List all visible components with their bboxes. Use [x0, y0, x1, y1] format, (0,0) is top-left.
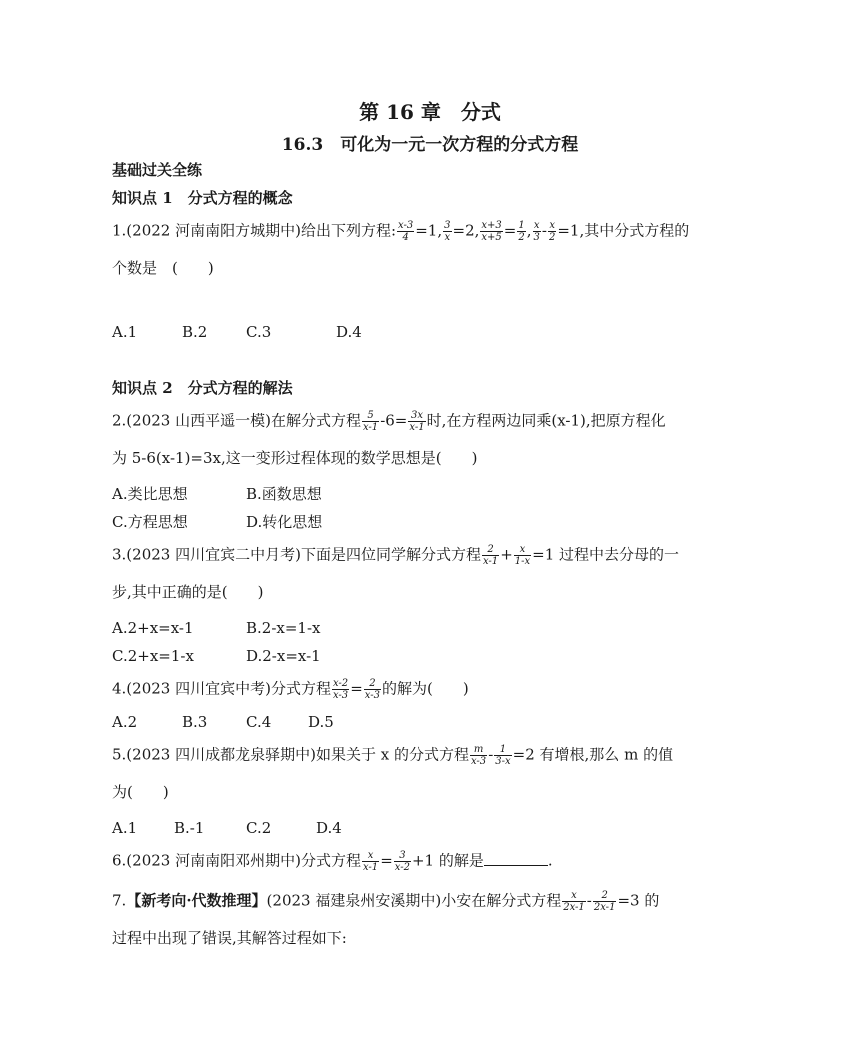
q1-option-c: C.3 — [246, 323, 272, 341]
q2-option-d: D.转化思想 — [246, 513, 323, 531]
fraction: $\frac{3}{x-2}$ — [394, 850, 410, 873]
q2-option-a: A.类比思想 — [112, 485, 188, 503]
question-2-line-1: 2.(2023 山西平遥一模)在解分式方程 $\frac{5}{x-1}$ -6= $\frac{3x}{x-1}$ 时,在方程两边同乘(x-1),把原方程化 — [112, 410, 666, 433]
fraction: $\frac{2}{x-1}$ — [482, 544, 499, 567]
q5-option-c: C.2 — [246, 819, 272, 837]
q3-option-a: A.2+x=x-1 — [112, 619, 194, 637]
q1-option-a: A.1 — [112, 323, 138, 341]
fraction: $\frac{x}{2x-1}$ — [563, 890, 585, 913]
fraction: $\frac{x}{3}$ — [533, 220, 540, 243]
question-7-tag: 【新考向·代数推理】 — [126, 891, 267, 910]
fraction: $\frac{5}{x-1}$ — [362, 410, 379, 433]
q5-option-a: A.1 — [112, 819, 138, 837]
question-5-line-1: 5.(2023 四川成都龙泉驿期中)如果关于 x 的分式方程 $\frac{m}{x-3}$ - $\frac{1}{3-x}$ =2 有增根,那么 m 的值 — [112, 744, 674, 767]
q1-option-b: B.2 — [182, 323, 208, 341]
practice-heading: 基础过关全练 — [112, 161, 203, 179]
fraction: $\frac{1}{2}$ — [518, 220, 525, 243]
fraction: $\frac{3x}{x-1}$ — [409, 410, 425, 433]
question-7-line-1: 7.【新考向·代数推理】(2023 福建泉州安溪期中)小安在解分式方程 $\frac{x}{2x-1}$ - $\frac{2}{2x-1}$ =3 的 — [112, 890, 660, 913]
question-7-line-2: 过程中出现了错误,其解答过程如下: — [112, 929, 347, 947]
fraction: $\frac{x-2}{x-3}$ — [332, 678, 349, 701]
q4-option-d: D.5 — [308, 713, 334, 731]
q3-option-c: C.2+x=1-x — [112, 647, 194, 665]
q3-option-b: B.2-x=1-x — [246, 619, 321, 637]
question-1-line-2: 个数是 ( ) — [112, 259, 214, 277]
question-3-line-1: 3.(2023 四川宜宾二中月考)下面是四位同学解分式方程 $\frac{2}{x-1}$ + $\frac{x}{1-x}$ =1 过程中去分母的一 — [112, 544, 680, 567]
question-1-line-1: 1.(2022 河南南阳方城期中)给出下列方程: $\frac{x-3}{4}$ =1, $\frac{3}{x}$ =2, $\frac{x+3}{x+5}$ = $\frac{1}{2}$ , $\frac{x}{3}$ - $\frac{x}{2}$ =1,其中分式方程的 — [112, 220, 690, 243]
fraction: $\frac{1}{3-x}$ — [495, 744, 511, 767]
fraction: $\frac{x+3}{x+5}$ — [481, 220, 502, 243]
fraction: $\frac{x-3}{4}$ — [398, 220, 414, 243]
fraction: $\frac{x}{1-x}$ — [514, 544, 531, 567]
q1-option-d: D.4 — [336, 323, 362, 341]
q2-option-b: B.函数思想 — [246, 485, 322, 503]
q4-option-c: C.4 — [246, 713, 272, 731]
fraction: $\frac{m}{x-3}$ — [470, 744, 487, 767]
question-3-line-2: 步,其中正确的是( ) — [112, 583, 264, 601]
q3-option-d: D.2-x=x-1 — [246, 647, 321, 665]
question-4-line-1: 4.(2023 四川宜宾中考)分式方程 $\frac{x-2}{x-3}$ = $\frac{2}{x-3}$ 的解为( ) — [112, 678, 469, 701]
chapter-title: 第 16 章 分式 — [359, 100, 501, 124]
knowledge-point-1: 知识点 1 分式方程的概念 — [112, 189, 293, 207]
question-2-line-2: 为 5-6(x-1)=3x,这一变形过程体现的数学思想是( ) — [112, 449, 478, 467]
knowledge-point-2: 知识点 2 分式方程的解法 — [112, 379, 293, 397]
fraction: $\frac{x}{x-1}$ — [362, 850, 379, 873]
q2-option-c: C.方程思想 — [112, 513, 188, 531]
fraction: $\frac{2}{2x-1}$ — [593, 890, 616, 913]
q4-option-b: B.3 — [182, 713, 208, 731]
section-title: 16.3 可化为一元一次方程的分式方程 — [281, 135, 579, 155]
fraction: $\frac{x}{2}$ — [548, 220, 556, 243]
question-5-line-2: 为( ) — [112, 783, 169, 801]
question-6-line-1: 6.(2023 河南南阳邓州期中)分式方程 $\frac{x}{x-1}$ = $\frac{3}{x-2}$ +1 的解是 . — [112, 850, 553, 873]
q4-option-a: A.2 — [112, 713, 138, 731]
q5-option-d: D.4 — [316, 819, 342, 837]
q5-option-b: B.-1 — [174, 819, 205, 837]
fraction: $\frac{2}{x-3}$ — [364, 678, 380, 701]
answer-blank — [484, 851, 548, 866]
fraction: $\frac{3}{x}$ — [444, 220, 451, 243]
